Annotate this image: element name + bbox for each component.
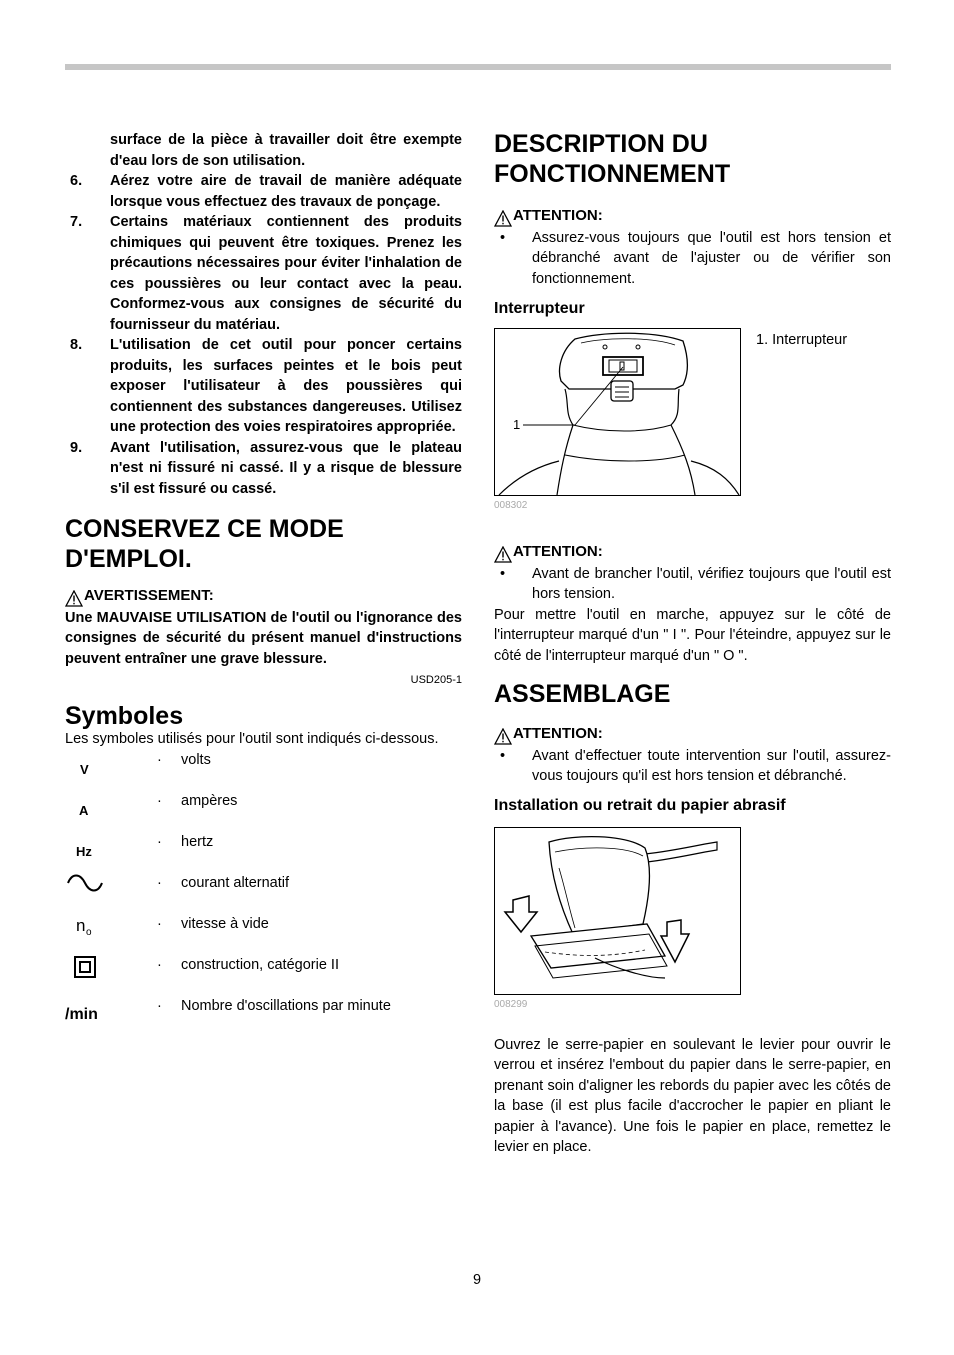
item-text: Avant l'utilisation, assurez-vous que le plateau n'est ni fissuré ni cassé. Il y a risque de blessure s'il est fissuré ou cassé. bbox=[110, 439, 462, 497]
item-number: 6. bbox=[70, 173, 83, 189]
switch-figure-block bbox=[494, 328, 891, 518]
item-number: 8. bbox=[70, 337, 83, 353]
symbol-dot: · bbox=[157, 792, 162, 809]
warning-triangle-icon bbox=[65, 590, 83, 607]
class-ii-construction-icon bbox=[74, 956, 96, 978]
warning-heading bbox=[65, 586, 462, 607]
switch-callout-number: 1 bbox=[513, 417, 521, 432]
warning-text: Une MAUVAISE UTILISATION de l'outil ou l'ignorance des consignes de sécurité du présent manuel d'instructions peuvent entraîner une grave blessure. bbox=[65, 609, 462, 667]
warning-triangle-icon bbox=[494, 728, 512, 745]
safety-item-8 bbox=[65, 335, 462, 438]
no-load-speed-symbol: n bbox=[76, 915, 86, 935]
symbol-row bbox=[65, 914, 462, 955]
sander-paper-illustration bbox=[495, 828, 740, 994]
symbol-dot: · bbox=[157, 751, 162, 768]
symbol-row bbox=[65, 996, 462, 1037]
paper-figure-code: 008299 bbox=[494, 998, 528, 1010]
attention-item bbox=[494, 228, 891, 290]
attention-heading bbox=[494, 542, 891, 563]
item-text: Aérez votre aire de travail de manière adéquate lorsque vous effectuez des travaux de ponçage. bbox=[110, 173, 462, 210]
safety-item-5-continued: surface de la pièce à travailler doit être exempte d'eau lors de son utilisation. bbox=[110, 132, 462, 169]
attention-heading bbox=[494, 724, 891, 745]
symbol-row bbox=[65, 873, 462, 914]
switch-paragraph: Pour mettre l'outil en marche, appuyez sur le côté de l'interrupteur marqué d'un " I ". Pour l'éteindre, appuyez sur le côté de l'interrupteur marqué d'un " O ". bbox=[494, 606, 891, 664]
attention-text: Avant d'effectuer toute intervention sur l'outil, assurez-vous toujours qu'il est hors tension et débranché. bbox=[532, 747, 891, 784]
symbol-row bbox=[65, 791, 462, 832]
header-rule bbox=[65, 64, 891, 70]
symbol-label: vitesse à vide bbox=[181, 915, 269, 932]
attention-item bbox=[494, 746, 891, 787]
symbols-heading: Symboles bbox=[65, 702, 184, 730]
attention-label: ATTENTION: bbox=[513, 725, 603, 742]
warning-label: AVERTISSEMENT: bbox=[84, 587, 214, 604]
warning-triangle-icon bbox=[494, 210, 512, 227]
symbols-intro: Les symboles utilisés pour l'outil sont indiqués ci-dessous. bbox=[65, 731, 439, 747]
safety-item-9 bbox=[65, 438, 462, 500]
switch-figure bbox=[494, 328, 741, 496]
attention-item bbox=[494, 564, 891, 605]
switch-figure-code: 008302 bbox=[494, 500, 528, 511]
attention-text: Assurez-vous toujours que l'outil est hors tension et débranché avant de l'ajuster ou de vérifier son fonctionnement. bbox=[532, 229, 891, 287]
warning-triangle-icon bbox=[494, 546, 512, 563]
item-number: 7. bbox=[70, 214, 83, 230]
attention-label: ATTENTION: bbox=[513, 543, 603, 560]
sander-switch-illustration bbox=[495, 329, 740, 495]
left-column bbox=[65, 130, 462, 1037]
symbol-label: Nombre d'oscillations par minute bbox=[181, 997, 391, 1014]
safety-item-7 bbox=[65, 212, 462, 335]
per-minute-symbol: /min bbox=[65, 1005, 98, 1023]
paper-heading: Installation ou retrait du papier abrasif bbox=[494, 796, 786, 814]
volts-symbol: V bbox=[80, 761, 89, 777]
item-number: 9. bbox=[70, 439, 83, 456]
assembly-heading: ASSEMBLAGE bbox=[494, 680, 671, 708]
symbol-label: courant alternatif bbox=[181, 874, 290, 891]
item-text: L'utilisation de cet outil pour poncer certains produits, les surfaces peintes et le bois peut exposer l'utilisateur à des poussières qui contiennent des substances dangereuses. Utilisez une protection des voies respiratoires appropriée. bbox=[110, 337, 462, 435]
symbol-row bbox=[65, 955, 462, 996]
symbol-dot: · bbox=[157, 997, 162, 1014]
symbols-table bbox=[65, 750, 462, 1037]
switch-heading: Interrupteur bbox=[494, 300, 585, 317]
switch-legend: 1. Interrupteur bbox=[756, 332, 848, 348]
right-column bbox=[494, 130, 891, 1158]
warning-code: USD205-1 bbox=[410, 674, 462, 686]
symbol-label: construction, catégorie II bbox=[181, 956, 339, 973]
description-heading: DESCRIPTION DU FONCTIONNEMENT bbox=[494, 130, 731, 188]
symbol-label: hertz bbox=[181, 833, 214, 850]
bullet-dot: • bbox=[500, 229, 506, 246]
paper-figure-block bbox=[494, 827, 891, 1017]
paper-figure bbox=[494, 827, 741, 995]
item-text: Certains matériaux contiennent des produits chimiques qui peuvent être toxiques. Prenez les précautions nécessaires pour éviter l'inhalation de ces poussières ou leur contact avec la peau. Conformez-vous aux consignes de sécurité du fournisseur du matériau. bbox=[110, 214, 462, 333]
symbol-row bbox=[65, 832, 462, 873]
symbol-label: volts bbox=[181, 751, 211, 768]
attention-text: Avant de brancher l'outil, vérifiez toujours que l'outil est hors tension. bbox=[532, 565, 891, 602]
bullet-dot: • bbox=[500, 747, 506, 764]
attention-label: ATTENTION: bbox=[513, 207, 603, 224]
conserve-heading: CONSERVEZ CE MODE D'EMPLOI. bbox=[65, 515, 344, 573]
symbol-dot: · bbox=[157, 915, 162, 932]
page-number: 9 bbox=[472, 1272, 482, 1288]
hertz-symbol: Hz bbox=[76, 843, 92, 859]
paper-paragraph: Ouvrez le serre-papier en soulevant le levier pour ouvrir le verrou et insérez l'embout du papier dans le serre-papier, en prenant soin d'aligner les rebords du papier avec les côtés de la base (il est plus facile d'accrocher le papier en pliant le papier à l'avance). Une fois le papier en place, remettez le levier en place. bbox=[494, 1036, 891, 1155]
no-load-speed-subscript: o bbox=[86, 926, 92, 938]
symbol-dot: · bbox=[157, 833, 162, 850]
symbol-dot: · bbox=[157, 956, 162, 973]
symbol-label: ampères bbox=[181, 792, 238, 809]
safety-item-6 bbox=[65, 171, 462, 212]
alternating-current-icon bbox=[66, 873, 104, 893]
bullet-dot: • bbox=[500, 565, 506, 582]
symbol-dot: · bbox=[157, 874, 162, 891]
attention-heading bbox=[494, 206, 891, 227]
symbol-row bbox=[65, 750, 462, 791]
amperes-symbol: A bbox=[79, 802, 89, 818]
